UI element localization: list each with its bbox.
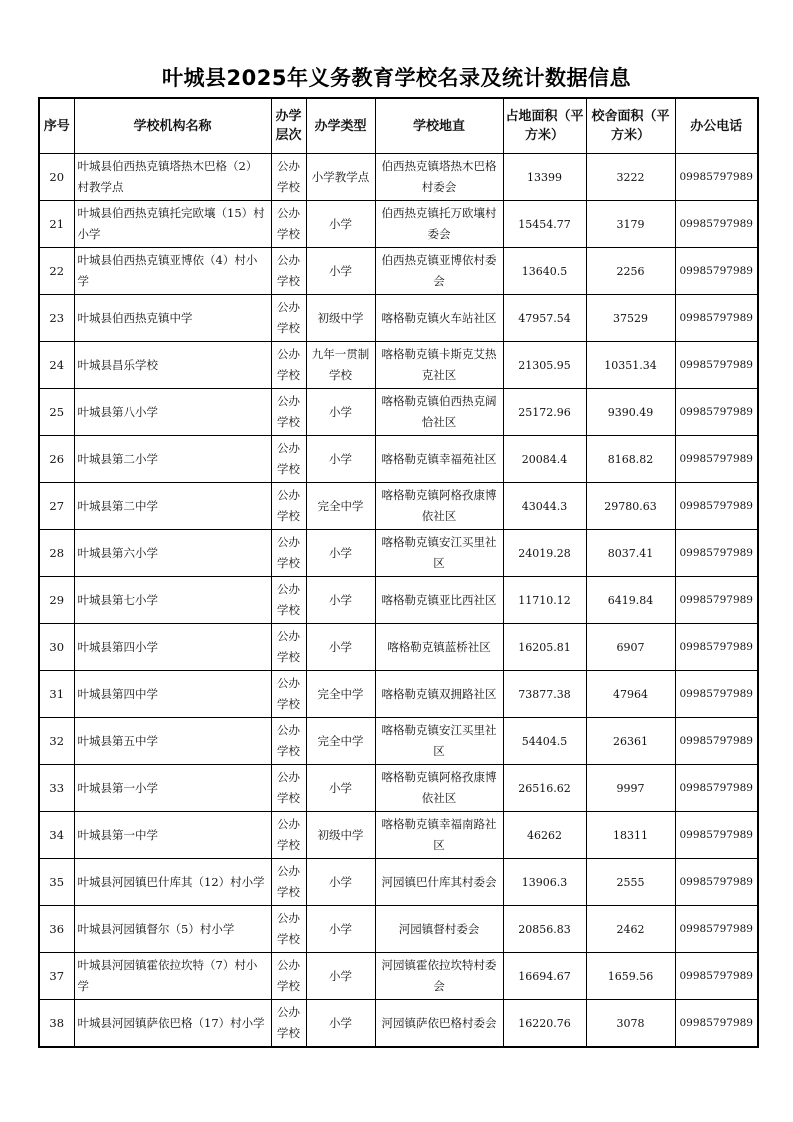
school-level: 公办学校 bbox=[271, 530, 306, 577]
land-area: 21305.95 bbox=[503, 342, 586, 389]
school-name: 叶城县第七小学 bbox=[74, 577, 271, 624]
row-number: 26 bbox=[39, 436, 74, 483]
table-row bbox=[39, 295, 758, 342]
table-row bbox=[39, 859, 758, 906]
school-level: 公办学校 bbox=[271, 483, 306, 530]
land-area: 11710.12 bbox=[503, 577, 586, 624]
school-name: 叶城县第一中学 bbox=[74, 812, 271, 859]
school-level: 公办学校 bbox=[271, 718, 306, 765]
school-name: 叶城县第一小学 bbox=[74, 765, 271, 812]
school-level: 公办学校 bbox=[271, 389, 306, 436]
school-level: 公办学校 bbox=[271, 1000, 306, 1048]
school-address: 河园镇霍依拉坎特村委会 bbox=[375, 953, 503, 1000]
office-phone: 09985797989 bbox=[675, 1000, 758, 1048]
school-address: 喀格勒克镇安江买里社区 bbox=[375, 718, 503, 765]
land-area: 54404.5 bbox=[503, 718, 586, 765]
building-area: 9390.49 bbox=[586, 389, 675, 436]
office-phone: 09985797989 bbox=[675, 201, 758, 248]
table-row bbox=[39, 718, 758, 765]
office-phone: 09985797989 bbox=[675, 765, 758, 812]
school-address: 喀格勒克镇亚比西社区 bbox=[375, 577, 503, 624]
office-phone: 09985797989 bbox=[675, 671, 758, 718]
school-level: 公办学校 bbox=[271, 953, 306, 1000]
school-type: 小学 bbox=[306, 953, 375, 1000]
school-address: 喀格勒克镇蓝桥社区 bbox=[375, 624, 503, 671]
building-area: 6419.84 bbox=[586, 577, 675, 624]
building-area: 29780.63 bbox=[586, 483, 675, 530]
header-building-area: 校舍面积（平方米） bbox=[586, 98, 675, 154]
school-address: 喀格勒克镇卡斯克艾热克社区 bbox=[375, 342, 503, 389]
school-name: 叶城县河园镇萨依巴格（17）村小学 bbox=[74, 1000, 271, 1048]
office-phone: 09985797989 bbox=[675, 906, 758, 953]
building-area: 3179 bbox=[586, 201, 675, 248]
table-row bbox=[39, 342, 758, 389]
building-area: 8037.41 bbox=[586, 530, 675, 577]
row-number: 34 bbox=[39, 812, 74, 859]
table-row bbox=[39, 530, 758, 577]
table-row bbox=[39, 671, 758, 718]
school-name: 叶城县第二小学 bbox=[74, 436, 271, 483]
row-number: 35 bbox=[39, 859, 74, 906]
land-area: 26516.62 bbox=[503, 765, 586, 812]
school-level: 公办学校 bbox=[271, 201, 306, 248]
school-level: 公办学校 bbox=[271, 765, 306, 812]
office-phone: 09985797989 bbox=[675, 154, 758, 201]
school-type: 小学 bbox=[306, 1000, 375, 1048]
school-type: 小学 bbox=[306, 577, 375, 624]
school-name: 叶城县河园镇霍依拉坎特（7）村小学 bbox=[74, 953, 271, 1000]
office-phone: 09985797989 bbox=[675, 859, 758, 906]
school-address: 喀格勒克镇幸福南路社区 bbox=[375, 812, 503, 859]
row-number: 28 bbox=[39, 530, 74, 577]
school-type: 小学 bbox=[306, 248, 375, 295]
school-type: 小学 bbox=[306, 389, 375, 436]
building-area: 37529 bbox=[586, 295, 675, 342]
land-area: 15454.77 bbox=[503, 201, 586, 248]
building-area: 47964 bbox=[586, 671, 675, 718]
school-table bbox=[38, 97, 759, 1048]
school-level: 公办学校 bbox=[271, 671, 306, 718]
header-name: 学校机构名称 bbox=[74, 98, 271, 154]
school-name: 叶城县河园镇巴什库其（12）村小学 bbox=[74, 859, 271, 906]
table-row bbox=[39, 624, 758, 671]
row-number: 22 bbox=[39, 248, 74, 295]
school-level: 公办学校 bbox=[271, 906, 306, 953]
school-address: 喀格勒克镇阿格孜康博依社区 bbox=[375, 483, 503, 530]
table-row bbox=[39, 201, 758, 248]
school-address: 喀格勒克镇双拥路社区 bbox=[375, 671, 503, 718]
land-area: 13906.3 bbox=[503, 859, 586, 906]
table-row bbox=[39, 812, 758, 859]
school-address: 伯西热克镇托万欧壤村委会 bbox=[375, 201, 503, 248]
school-name: 叶城县河园镇督尔（5）村小学 bbox=[74, 906, 271, 953]
header-land-area: 占地面积（平方米） bbox=[503, 98, 586, 154]
table-row bbox=[39, 483, 758, 530]
school-name: 叶城县第四小学 bbox=[74, 624, 271, 671]
header-type: 办学类型 bbox=[306, 98, 375, 154]
school-type: 完全中学 bbox=[306, 483, 375, 530]
row-number: 33 bbox=[39, 765, 74, 812]
row-number: 31 bbox=[39, 671, 74, 718]
row-number: 21 bbox=[39, 201, 74, 248]
land-area: 16220.76 bbox=[503, 1000, 586, 1048]
school-type: 小学 bbox=[306, 624, 375, 671]
land-area: 46262 bbox=[503, 812, 586, 859]
office-phone: 09985797989 bbox=[675, 718, 758, 765]
school-level: 公办学校 bbox=[271, 436, 306, 483]
school-address: 河园镇萨依巴格村委会 bbox=[375, 1000, 503, 1048]
school-level: 公办学校 bbox=[271, 859, 306, 906]
school-address: 喀格勒克镇伯西热克阔恰社区 bbox=[375, 389, 503, 436]
table-row bbox=[39, 154, 758, 201]
land-area: 25172.96 bbox=[503, 389, 586, 436]
school-name: 叶城县伯西热克镇托完欧壤（15）村小学 bbox=[74, 201, 271, 248]
row-number: 36 bbox=[39, 906, 74, 953]
school-level: 公办学校 bbox=[271, 577, 306, 624]
school-type: 完全中学 bbox=[306, 671, 375, 718]
building-area: 3222 bbox=[586, 154, 675, 201]
school-level: 公办学校 bbox=[271, 248, 306, 295]
row-number: 25 bbox=[39, 389, 74, 436]
office-phone: 09985797989 bbox=[675, 483, 758, 530]
header-level: 办学层次 bbox=[271, 98, 306, 154]
school-level: 公办学校 bbox=[271, 812, 306, 859]
school-name: 叶城县第八小学 bbox=[74, 389, 271, 436]
header-phone: 办公电话 bbox=[675, 98, 758, 154]
school-type: 初级中学 bbox=[306, 295, 375, 342]
land-area: 20084.4 bbox=[503, 436, 586, 483]
row-number: 30 bbox=[39, 624, 74, 671]
school-type: 小学 bbox=[306, 530, 375, 577]
school-address: 喀格勒克镇幸福苑社区 bbox=[375, 436, 503, 483]
row-number: 20 bbox=[39, 154, 74, 201]
table-row bbox=[39, 953, 758, 1000]
school-address: 喀格勒克镇安江买里社区 bbox=[375, 530, 503, 577]
table-row bbox=[39, 1000, 758, 1048]
office-phone: 09985797989 bbox=[675, 436, 758, 483]
table-row bbox=[39, 248, 758, 295]
building-area: 2256 bbox=[586, 248, 675, 295]
school-name: 叶城县昌乐学校 bbox=[74, 342, 271, 389]
office-phone: 09985797989 bbox=[675, 342, 758, 389]
building-area: 3078 bbox=[586, 1000, 675, 1048]
school-name: 叶城县伯西热克镇亚博依（4）村小学 bbox=[74, 248, 271, 295]
header-row bbox=[39, 98, 758, 154]
land-area: 47957.54 bbox=[503, 295, 586, 342]
building-area: 6907 bbox=[586, 624, 675, 671]
school-level: 公办学校 bbox=[271, 624, 306, 671]
school-name: 叶城县伯西热克镇塔热木巴格（2）村教学点 bbox=[74, 154, 271, 201]
office-phone: 09985797989 bbox=[675, 812, 758, 859]
header-no: 序号 bbox=[39, 98, 74, 154]
building-area: 8168.82 bbox=[586, 436, 675, 483]
school-type: 初级中学 bbox=[306, 812, 375, 859]
row-number: 29 bbox=[39, 577, 74, 624]
header-address: 学校地直 bbox=[375, 98, 503, 154]
row-number: 23 bbox=[39, 295, 74, 342]
school-type: 完全中学 bbox=[306, 718, 375, 765]
office-phone: 09985797989 bbox=[675, 389, 758, 436]
land-area: 13399 bbox=[503, 154, 586, 201]
building-area: 2462 bbox=[586, 906, 675, 953]
office-phone: 09985797989 bbox=[675, 530, 758, 577]
table-row bbox=[39, 389, 758, 436]
school-address: 喀格勒克镇火车站社区 bbox=[375, 295, 503, 342]
land-area: 43044.3 bbox=[503, 483, 586, 530]
building-area: 1659.56 bbox=[586, 953, 675, 1000]
school-type: 小学 bbox=[306, 436, 375, 483]
school-type: 小学教学点 bbox=[306, 154, 375, 201]
building-area: 18311 bbox=[586, 812, 675, 859]
row-number: 24 bbox=[39, 342, 74, 389]
office-phone: 09985797989 bbox=[675, 953, 758, 1000]
school-level: 公办学校 bbox=[271, 342, 306, 389]
school-address: 河园镇巴什库其村委会 bbox=[375, 859, 503, 906]
school-type: 小学 bbox=[306, 859, 375, 906]
row-number: 37 bbox=[39, 953, 74, 1000]
school-level: 公办学校 bbox=[271, 154, 306, 201]
row-number: 38 bbox=[39, 1000, 74, 1048]
table-row bbox=[39, 577, 758, 624]
school-name: 叶城县第二中学 bbox=[74, 483, 271, 530]
office-phone: 09985797989 bbox=[675, 295, 758, 342]
land-area: 73877.38 bbox=[503, 671, 586, 718]
school-address: 伯西热克镇塔热木巴格村委会 bbox=[375, 154, 503, 201]
land-area: 24019.28 bbox=[503, 530, 586, 577]
land-area: 20856.83 bbox=[503, 906, 586, 953]
office-phone: 09985797989 bbox=[675, 577, 758, 624]
school-name: 叶城县第六小学 bbox=[74, 530, 271, 577]
building-area: 26361 bbox=[586, 718, 675, 765]
row-number: 27 bbox=[39, 483, 74, 530]
row-number: 32 bbox=[39, 718, 74, 765]
school-type: 小学 bbox=[306, 765, 375, 812]
table-row bbox=[39, 765, 758, 812]
school-address: 喀格勒克镇阿格孜康博依社区 bbox=[375, 765, 503, 812]
school-type: 小学 bbox=[306, 201, 375, 248]
page-title: 叶城县2025年义务教育学校名录及统计数据信息 bbox=[162, 66, 631, 90]
table-row bbox=[39, 436, 758, 483]
table-row bbox=[39, 906, 758, 953]
land-area: 16694.67 bbox=[503, 953, 586, 1000]
school-type: 小学 bbox=[306, 906, 375, 953]
school-name: 叶城县第五中学 bbox=[74, 718, 271, 765]
office-phone: 09985797989 bbox=[675, 248, 758, 295]
school-level: 公办学校 bbox=[271, 295, 306, 342]
building-area: 2555 bbox=[586, 859, 675, 906]
land-area: 16205.81 bbox=[503, 624, 586, 671]
school-address: 伯西热克镇亚博依村委会 bbox=[375, 248, 503, 295]
office-phone: 09985797989 bbox=[675, 624, 758, 671]
building-area: 9997 bbox=[586, 765, 675, 812]
school-name: 叶城县第四中学 bbox=[74, 671, 271, 718]
school-address: 河园镇督村委会 bbox=[375, 906, 503, 953]
land-area: 13640.5 bbox=[503, 248, 586, 295]
school-type: 九年一贯制学校 bbox=[306, 342, 375, 389]
school-name: 叶城县伯西热克镇中学 bbox=[74, 295, 271, 342]
building-area: 10351.34 bbox=[586, 342, 675, 389]
